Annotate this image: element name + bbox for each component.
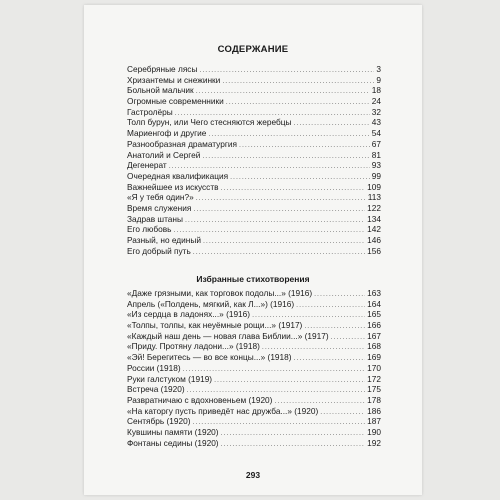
entry-title: Толп бурун, или Чего стесняются жеребцы (127, 117, 292, 128)
dot-leader (226, 98, 370, 109)
contents-entry (127, 182, 381, 193)
entry-title: Разный, но единый (127, 235, 201, 245)
entry-title: Встреча (1920) (127, 384, 185, 395)
entry-page: 113 (367, 192, 381, 203)
poem-entry (127, 406, 381, 417)
entry-page: 186 (367, 405, 381, 416)
contents-entry (127, 160, 381, 171)
entry-title: Апрель («Полдень, мягкий, как Л...») (1916) (127, 298, 295, 309)
dot-leader (214, 376, 365, 387)
entry-page: 24 (371, 96, 381, 107)
entry-title: Гастролёры (127, 106, 173, 117)
entry-page: 9 (376, 74, 381, 85)
book-page (84, 5, 422, 495)
contents-entry (127, 139, 381, 150)
dot-leader (196, 194, 366, 205)
entry-page: 3 (376, 64, 381, 74)
poem-entry (127, 416, 381, 427)
entry-page: 134 (367, 213, 381, 224)
contents-entry (127, 246, 381, 257)
contents-list (127, 64, 381, 256)
entry-title: Фонтаны седины (1920) (127, 437, 219, 448)
entry-page: 192 (367, 437, 381, 448)
dot-leader (185, 216, 365, 227)
entry-page: 187 (367, 416, 381, 427)
entry-title: Дегенерат (127, 160, 167, 171)
entry-title: Разнообразная драматургия (127, 138, 238, 149)
poem-entry (127, 427, 381, 438)
dot-leader (193, 205, 365, 216)
poem-entry (127, 288, 381, 299)
dot-leader (314, 290, 365, 301)
contents-entry (127, 117, 381, 128)
entry-page: 142 (367, 224, 381, 235)
poem-entry (127, 331, 381, 342)
entry-page: 168 (367, 341, 381, 352)
dot-leader (293, 119, 369, 130)
contents-entry (127, 85, 381, 96)
section-title: Избранные стихотворения (196, 274, 310, 284)
entry-title: «На каторгу пусть приведёт нас дружба...» (1920) (127, 405, 319, 416)
entry-page: 166 (367, 320, 381, 331)
entry-page: 54 (371, 128, 381, 139)
entry-page: 93 (371, 160, 381, 171)
dot-leader (202, 152, 369, 163)
dot-leader (193, 248, 365, 259)
entry-page: 178 (367, 394, 381, 405)
entry-title: Огромные современники (127, 96, 224, 107)
entry-title: Его добрый путь (127, 245, 191, 256)
contents-entry (127, 214, 381, 225)
contents-entry (127, 171, 381, 182)
poem-entry (127, 438, 381, 449)
entry-title: Больной мальчик (127, 85, 194, 96)
entry-title: Время служения (127, 202, 192, 213)
entry-title: Мариенгоф и другие (127, 128, 207, 139)
dot-leader (222, 77, 374, 88)
entry-title: «Толпы, толпы, как неуёмные рощи...» (1917) (127, 320, 303, 331)
entry-title: Серебряные лясы (127, 64, 198, 74)
dot-leader (199, 66, 374, 77)
dot-leader (203, 237, 365, 248)
page-title: СОДЕРЖАНИЕ (217, 44, 289, 55)
entry-title: России (1918) (127, 362, 181, 373)
poem-entry (127, 363, 381, 374)
contents-entry (127, 192, 381, 203)
poem-entry (127, 352, 381, 363)
dot-leader (173, 226, 365, 237)
entry-page: 164 (367, 298, 381, 309)
entry-page: 190 (367, 426, 381, 437)
contents-entry (127, 235, 381, 246)
entry-page: 146 (367, 235, 381, 245)
entry-title: «Я у тебя один?» (127, 192, 194, 203)
entry-page: 156 (367, 245, 381, 256)
entry-page: 167 (367, 330, 381, 341)
dot-leader (296, 301, 365, 312)
dot-leader (221, 184, 366, 195)
poem-entry (127, 374, 381, 385)
entry-title: Анатолий и Сергей (127, 149, 201, 160)
entry-page: 43 (371, 117, 381, 128)
entry-title: Очередная квалификация (127, 170, 229, 181)
dot-leader (221, 440, 366, 451)
poems-list (127, 288, 381, 448)
contents-entry (127, 107, 381, 118)
poem-entry (127, 341, 381, 352)
dot-leader (331, 333, 366, 344)
entry-title: Сентябрь (1920) (127, 416, 191, 427)
contents-entry (127, 96, 381, 107)
entry-page: 165 (367, 309, 381, 320)
dot-leader (221, 429, 366, 440)
entry-page: 67 (371, 138, 381, 149)
dot-leader (320, 408, 365, 419)
entry-page: 99 (371, 170, 381, 181)
entry-title: Важнейшее из искусств (127, 181, 219, 192)
poem-entry (127, 309, 381, 320)
entry-page: 169 (367, 352, 381, 363)
entry-page: 32 (371, 106, 381, 117)
entry-title: «Даже грязными, как торговок подолы...» (1916) (127, 288, 313, 298)
dot-leader (294, 354, 366, 365)
entry-page: 109 (367, 181, 381, 192)
entry-page: 172 (367, 373, 381, 384)
entry-title: Кувшины памяти (1920) (127, 426, 219, 437)
poem-entry (127, 299, 381, 310)
entry-title: Руки галстуком (1919) (127, 373, 213, 384)
entry-title: Развратничаю с вдохновеньем (1920) (127, 394, 273, 405)
poem-entry (127, 320, 381, 331)
poem-entry (127, 395, 381, 406)
entry-page: 122 (367, 202, 381, 213)
contents-entry (127, 128, 381, 139)
dot-leader (230, 173, 370, 184)
entry-page: 18 (371, 85, 381, 96)
poem-entry (127, 384, 381, 395)
entry-page: 163 (367, 288, 381, 298)
entry-title: «Из сердца в ладонях...» (1916) (127, 309, 251, 320)
entry-page: 170 (367, 362, 381, 373)
contents-entry (127, 64, 381, 75)
entry-title: Его любовь (127, 224, 172, 235)
entry-title: Задрав штаны (127, 213, 183, 224)
contents-entry (127, 75, 381, 86)
entry-page: 81 (371, 149, 381, 160)
dot-leader (239, 141, 370, 152)
entry-page: 175 (367, 384, 381, 395)
contents-entry (127, 150, 381, 161)
entry-title: Хризантемы и снежинки (127, 74, 221, 85)
entry-title: «Приду. Протяну ладони...» (1918) (127, 341, 260, 352)
entry-title: «Каждый наш день — новая глава Библии...» (1917) (127, 330, 329, 341)
contents-entry (127, 224, 381, 235)
contents-entry (127, 203, 381, 214)
page-number: 293 (245, 470, 261, 480)
entry-title: «Эй! Берегитесь — во все концы...» (1918) (127, 352, 292, 363)
